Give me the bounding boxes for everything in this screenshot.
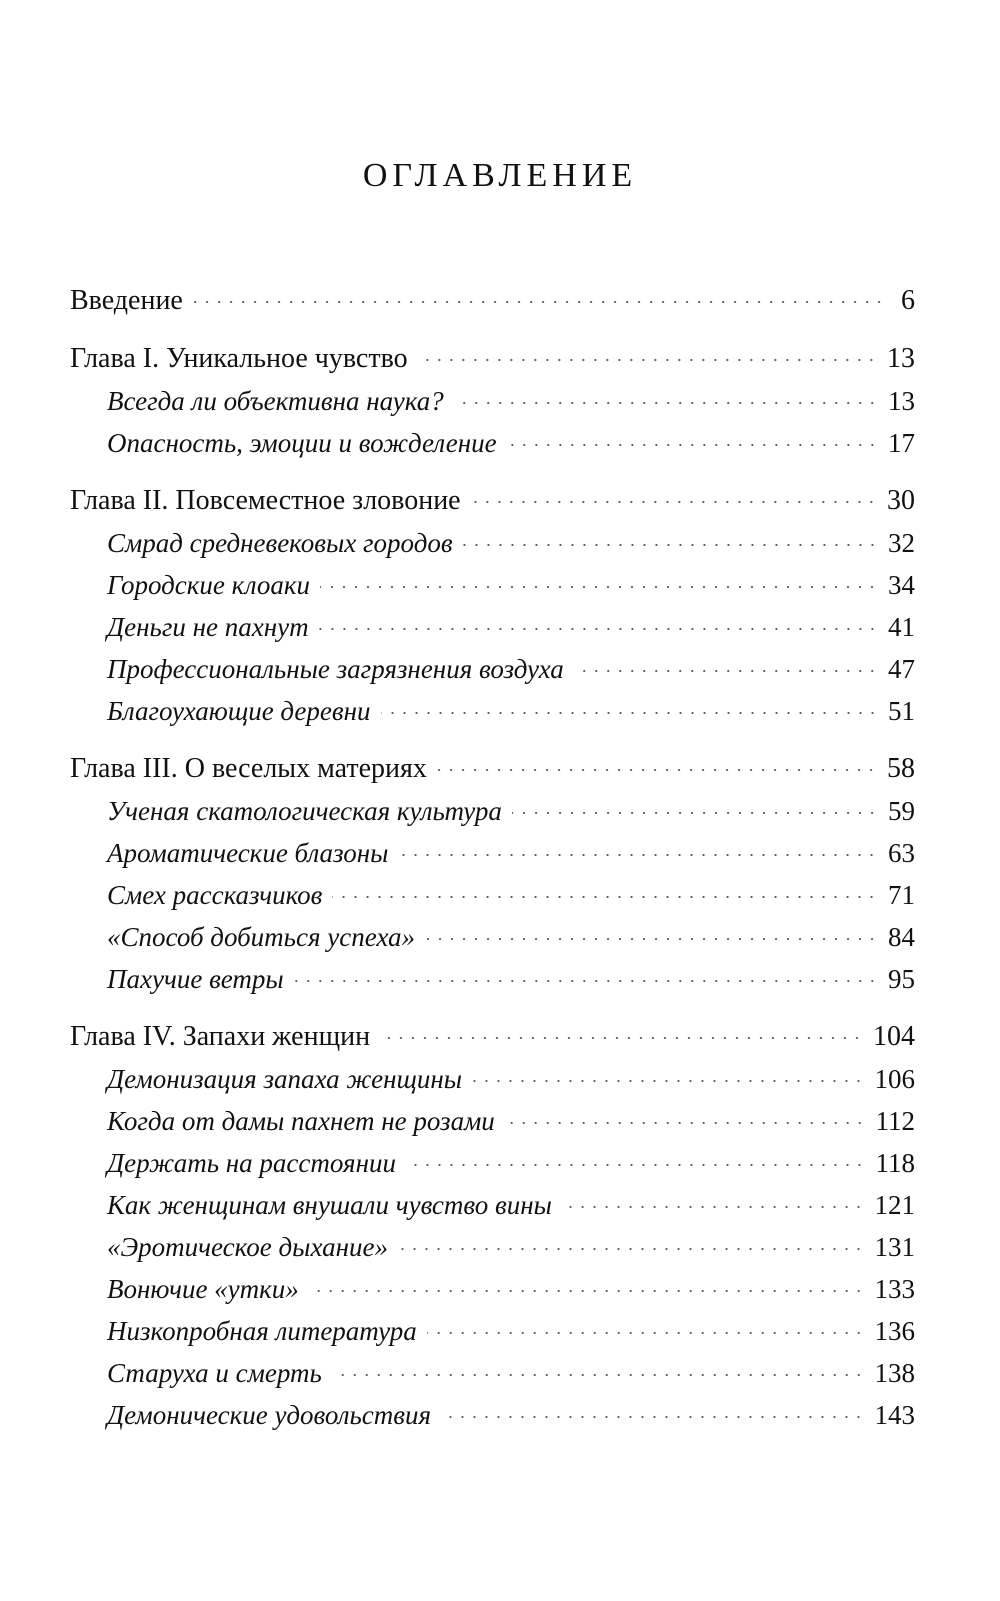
toc-page-number: 71: [888, 880, 915, 910]
toc-section-label: Опасность, эмоции и вожделение: [107, 428, 497, 458]
dot-leader: [418, 359, 877, 361]
dot-leader: [441, 1416, 864, 1418]
toc-section-label: Как женщинам внушали чувство вины: [107, 1190, 552, 1220]
toc-section-entry: [70, 1100, 915, 1142]
toc-page-number: 104: [873, 1021, 915, 1052]
toc-group-chapter-1: [70, 338, 915, 464]
dot-leader: [319, 628, 878, 630]
toc-group-chapter-2: [70, 480, 915, 732]
toc-chapter-label: Глава IV. Запахи женщин: [70, 1021, 371, 1052]
toc-section-label: Всегда ли объективна наука?: [107, 386, 444, 416]
toc-section-entry: [70, 1226, 915, 1268]
toc-page-number: 6: [901, 285, 915, 316]
toc-section-entry: [70, 1310, 915, 1352]
toc-section-entry: [70, 1142, 915, 1184]
toc-entry-label: Введение: [70, 285, 183, 316]
toc-section-label: Городские клоаки: [107, 570, 311, 600]
toc-section-label: «Способ добиться успеха»: [107, 922, 415, 952]
toc-chapter-entry: [70, 338, 915, 380]
toc-page-number: 131: [874, 1232, 915, 1262]
toc-section-label: Ученая скатологическая культура: [107, 796, 502, 826]
toc-chapter-label: Глава III. О веселых материях: [70, 753, 427, 784]
toc-page-number: 47: [888, 654, 915, 684]
toc-group-intro: [70, 280, 915, 322]
toc-section-entry: [70, 380, 915, 422]
dot-leader: [381, 712, 878, 714]
toc-section-label: Деньги не пахнут: [107, 612, 309, 642]
toc-entry-intro: [70, 280, 915, 322]
toc-page-number: 138: [874, 1358, 915, 1388]
toc-section-entry: [70, 1184, 915, 1226]
toc-page-number: 106: [874, 1064, 915, 1094]
toc-section-entry: [70, 1058, 915, 1100]
toc-section-entry: [70, 690, 915, 732]
dot-leader: [398, 1248, 865, 1250]
toc-section-entry: [70, 916, 915, 958]
toc-section-entry: [70, 1394, 915, 1436]
toc-page-number: 121: [874, 1190, 915, 1220]
toc-page-number: 30: [887, 485, 915, 516]
toc-section-entry: [70, 564, 915, 606]
dot-leader: [574, 670, 878, 672]
toc-section-label: Старуха и смерть: [107, 1358, 322, 1388]
toc-section-label: Пахучие ветры: [107, 964, 284, 994]
toc-page-number: 112: [875, 1106, 915, 1136]
toc-section-entry: [70, 790, 915, 832]
dot-leader: [512, 812, 878, 814]
toc-section-label: Демонизация запаха женщины: [107, 1064, 463, 1094]
toc-section-label: Благоухающие деревни: [107, 696, 371, 726]
toc-page-number: 41: [888, 612, 915, 642]
toc-page-number: 34: [888, 570, 915, 600]
toc-group-chapter-4: [70, 1016, 915, 1436]
dot-leader: [505, 1122, 866, 1124]
toc-page-number: 58: [887, 753, 915, 784]
dot-leader: [562, 1206, 865, 1208]
toc-page-number: 17: [888, 428, 915, 458]
toc-page-number: 118: [875, 1148, 915, 1178]
dot-leader: [332, 896, 878, 898]
dot-leader: [507, 444, 878, 446]
dot-leader: [437, 769, 877, 771]
toc-chapter-label: Глава I. Уникальное чувство: [70, 343, 408, 374]
toc-section-label: Низкопробная литература: [107, 1316, 417, 1346]
toc-section-label: Когда от дамы пахнет не розами: [107, 1106, 495, 1136]
dot-leader: [406, 1164, 866, 1166]
toc-chapter-label: Глава II. Повсеместное зловоние: [70, 485, 461, 516]
toc-section-label: Держать на расстоянии: [107, 1148, 396, 1178]
toc-page-number: 95: [888, 964, 915, 994]
toc-page-number: 136: [874, 1316, 915, 1346]
dot-leader: [427, 1332, 865, 1334]
toc-page-number: 143: [874, 1400, 915, 1430]
dot-leader: [193, 301, 885, 303]
toc-page-number: 32: [888, 528, 915, 558]
toc-section-entry: [70, 874, 915, 916]
toc-chapter-entry: [70, 1016, 915, 1058]
toc-section-label: Смрад средневековых городов: [107, 528, 453, 558]
page-title: ОГЛАВЛЕНИЕ: [362, 157, 638, 194]
toc-section-label: Ароматические блазоны: [107, 838, 389, 868]
toc-section-entry: [70, 832, 915, 874]
dot-leader: [380, 1037, 863, 1039]
dot-leader: [309, 1290, 865, 1292]
dot-leader: [294, 980, 878, 982]
toc-section-entry: [70, 606, 915, 648]
toc-section-label: Профессиональные загрязнения воздуха: [107, 654, 564, 684]
toc-section-label: Смех рассказчиков: [107, 880, 323, 910]
dot-leader: [320, 586, 878, 588]
toc-section-label: Демонические удовольствия: [107, 1400, 432, 1430]
dot-leader: [425, 938, 878, 940]
toc-page-number: 13: [888, 386, 915, 416]
dot-leader: [471, 501, 877, 503]
toc-section-entry: [70, 648, 915, 690]
toc-section-label: Вонючие «утки»: [107, 1274, 299, 1304]
dot-leader: [454, 402, 878, 404]
toc-page-number: 59: [888, 796, 915, 826]
toc-page-number: 51: [888, 696, 915, 726]
table-of-contents: [70, 280, 915, 1452]
toc-section-entry: [70, 522, 915, 564]
toc-section-entry: [70, 422, 915, 464]
dot-leader: [472, 1080, 864, 1082]
toc-page-number: 63: [888, 838, 915, 868]
dot-leader: [463, 544, 878, 546]
dot-leader: [398, 854, 878, 856]
toc-section-entry: [70, 958, 915, 1000]
toc-page-number: 84: [888, 922, 915, 952]
toc-section-label: «Эротическое дыхание»: [107, 1232, 388, 1262]
toc-section-entry: [70, 1268, 915, 1310]
toc-page-number: 13: [887, 343, 915, 374]
dot-leader: [332, 1374, 865, 1376]
toc-chapter-entry: [70, 748, 915, 790]
toc-page-number: 133: [874, 1274, 915, 1304]
toc-group-chapter-3: [70, 748, 915, 1000]
toc-chapter-entry: [70, 480, 915, 522]
toc-section-entry: [70, 1352, 915, 1394]
